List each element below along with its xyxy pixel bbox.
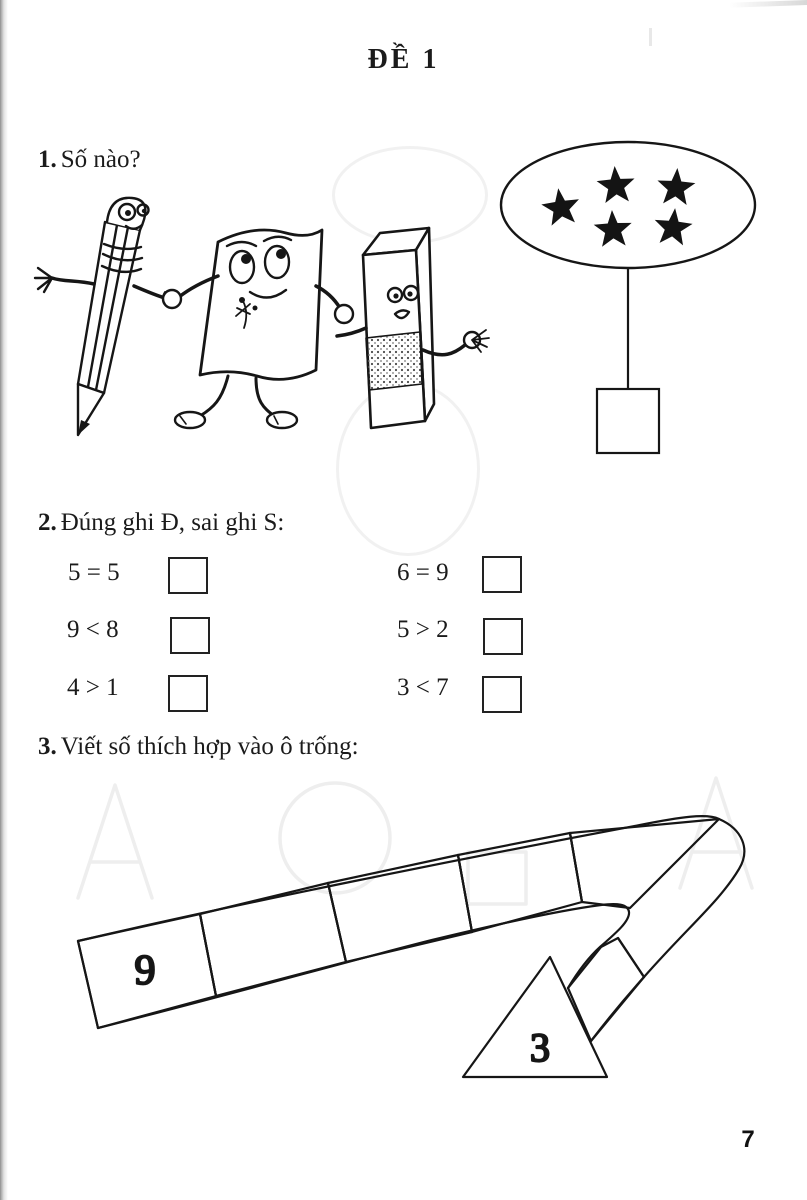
q2-answer-box-3[interactable] [168, 675, 208, 712]
star-icon [652, 206, 694, 246]
q1-answer-box[interactable] [597, 389, 659, 453]
question-1-heading [38, 146, 141, 174]
question-text: Viết số thích hợp vào ô trống: [60, 733, 359, 760]
question-3-heading [38, 733, 359, 761]
comparison-expression: 4 > 1 [67, 674, 119, 701]
question-text: Số nào? [60, 146, 141, 173]
star-icon [539, 186, 582, 227]
q3-cell-4[interactable] [458, 833, 582, 932]
q2-answer-box-1[interactable] [168, 557, 208, 594]
q3-number-strip-diagram [55, 760, 770, 1095]
question-2-heading [38, 509, 284, 537]
strip-cell-value: 9 [134, 948, 156, 994]
question-text: Đúng ghi Đ, sai ghi S: [60, 509, 285, 536]
eraser-box-character [337, 228, 489, 428]
star-icon [656, 167, 696, 206]
triangle-value: 3 [530, 1025, 550, 1070]
comparison-expression: 6 = 9 [397, 559, 449, 586]
page-title: ĐỀ 1 [367, 44, 440, 75]
question-number: 3. [38, 733, 57, 760]
q2-answer-box-2[interactable] [170, 617, 210, 654]
q2-answer-box-5[interactable] [483, 618, 523, 655]
comparison-expression: 3 < 7 [397, 674, 449, 701]
scan-corner-artifact [729, 0, 807, 8]
q3-cell-5[interactable] [570, 819, 719, 908]
q2-answer-box-4[interactable] [482, 556, 522, 593]
star-icon [596, 165, 636, 204]
pencil-character [35, 198, 165, 435]
paper-character [163, 230, 353, 428]
comparison-expression: 5 > 2 [397, 616, 449, 643]
q2-answer-box-6[interactable] [482, 676, 522, 713]
q1-diagram [490, 135, 780, 465]
characters-illustration [28, 188, 506, 466]
page-number: 7 [741, 1126, 755, 1153]
question-number: 1. [38, 146, 57, 173]
comparison-expression: 9 < 8 [67, 616, 119, 643]
question-number: 2. [38, 509, 57, 536]
comparison-expression: 5 = 5 [68, 559, 120, 586]
q3-cell-2[interactable] [200, 883, 346, 996]
stars-oval [501, 142, 755, 268]
star-icon [593, 209, 633, 247]
q3-cell-3[interactable] [328, 855, 472, 962]
book-gutter-shadow [0, 0, 8, 1200]
